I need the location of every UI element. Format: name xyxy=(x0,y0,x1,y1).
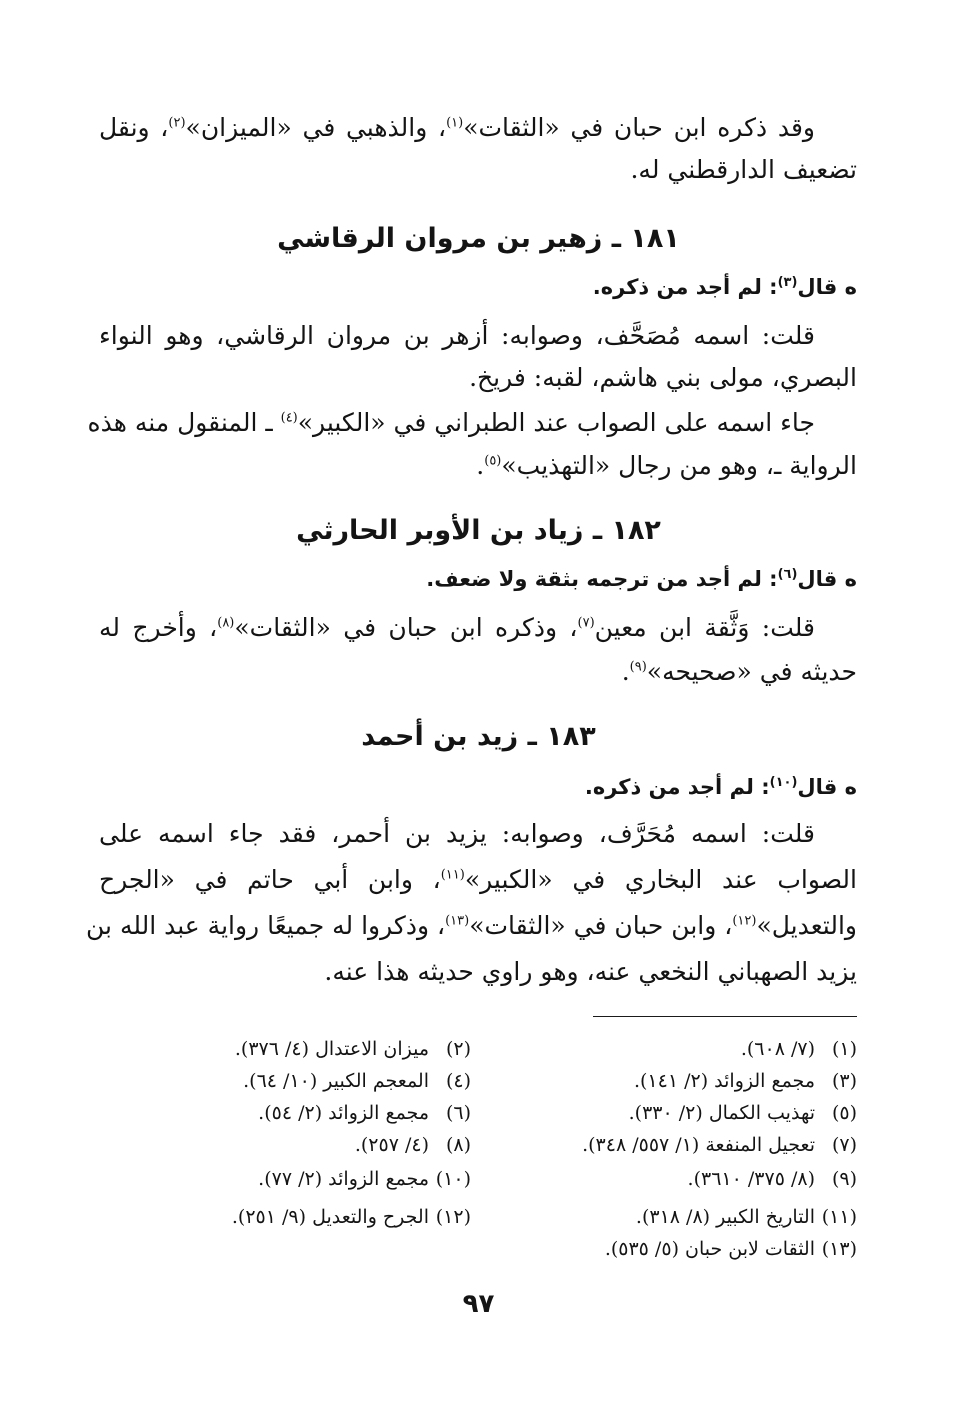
entry-182-heading: ١٨٢ ـ زياد بن الأوبر الحارثي xyxy=(296,515,661,546)
footnote-13: (١٣)الثقات لابن حبان (٥/ ٥٣٥). xyxy=(604,1238,857,1260)
footnote-3: (٣)مجمع الزوائد (٢/ ١٤١). xyxy=(633,1070,857,1092)
entry-181-p2-line-1: جاء اسمه على الصواب عند الطبراني في «الكبير»$^{(٤)}$ ـ المنقول منه هذه xyxy=(87,408,815,437)
footnote-2: (٢)ميزان الاعتدال (٤/ ٣٧٦). xyxy=(234,1038,471,1060)
entry-183-p1-line-3: والتعديل»$^{(١٢)}$، وابن حبان في «الثقات»$^{(١٣)}$، وذكروا له جميعًا رواية عبد الله بن xyxy=(86,911,857,940)
footnote-12: (١٢)الجرح والتعديل (٩/ ٢٥١). xyxy=(231,1206,471,1228)
entry-183-heading: ١٨٣ ـ زيد بن أحمد xyxy=(361,721,596,752)
footnote-5: (٥)تهذيب الكمال (٢/ ٣٣٠). xyxy=(628,1102,857,1124)
footnote-separator xyxy=(593,1016,857,1017)
footnote-4: (٤)المعجم الكبير (١٠/ ٦٤). xyxy=(243,1070,471,1092)
entry-183-p1-line-4: يزيد الصهباني النخعي عنه، وهو راوي حديثه هذا عنه. xyxy=(324,957,857,986)
footnote-ref: (٤) xyxy=(280,410,298,426)
footnote-ref: (٢) xyxy=(168,115,186,131)
footnote-1: (١)(٧/ ٦٠٨). xyxy=(740,1038,857,1060)
entry-183-p1-line-2: الصواب عند البخاري في «الكبير»$^{(١١)}$، وابن أبي حاتم في «الجرح xyxy=(99,865,857,894)
entry-182-qal: ه قال$^{(٦)}$: لم أجد من ترجمه بثقة ولا ضعف. xyxy=(426,567,857,591)
footnote-ref: (١٣) xyxy=(445,913,470,929)
footnote-ref: (٧) xyxy=(577,615,595,631)
footnote-ref: (٣) xyxy=(777,275,798,290)
intro-line-1: وقد ذكره ابن حبان في «الثقات»$^{(١)}$، والذهبي في «الميزان»$^{(٢)}$، ونقل xyxy=(99,113,815,142)
footnote-11: (١١)التاريخ الكبير (٨/ ٣١٨). xyxy=(635,1206,857,1228)
entry-182-p1-line-1: قلت: وَثَّقة ابن معين$^{(٧)}$، وذكره ابن حبان في «الثقات»$^{(٨)}$، وأخرج له xyxy=(99,613,815,642)
footnote-8: (٨)(٤/ ٢٥٧). xyxy=(354,1134,471,1156)
footnote-10: (١٠)مجمع الزوائد (٢/ ٧٧). xyxy=(258,1168,471,1190)
entry-181-heading: ١٨١ ـ زهير بن مروان الرقاشي xyxy=(277,223,680,254)
page-number: ٩٧ xyxy=(462,1289,495,1319)
footnote-ref: (١٢) xyxy=(732,913,757,929)
footnote-7: (٧)تعجيل المنفعة (١/ ٥٥٧/ ٣٤٨). xyxy=(582,1134,857,1156)
footnote-ref: (٨) xyxy=(217,615,235,631)
entry-181-p2-line-2: الرواية ـ، وهو من رجال «التهذيب»$^{(٥)}$. xyxy=(476,451,857,480)
footnote-ref: (١) xyxy=(446,115,464,131)
footnote-9: (٩)(٨/ ٣٧٥/ ٣٦١٠). xyxy=(687,1168,857,1190)
footnote-ref: (١٠) xyxy=(769,775,798,790)
entry-181-p1-line-1: قلت: اسمه مُصَحَّف، وصوابه: أزهر بن مروان الرقاشي، وهو النواء xyxy=(99,321,815,350)
footnote-ref: (٦) xyxy=(777,567,798,582)
entry-182-p1-line-2: حديثه في «صحيحه»$^{(٩)}$. xyxy=(621,657,857,686)
entry-181-qal: ه قال$^{(٣)}$: لم أجد من ذكره. xyxy=(592,275,857,299)
entry-183-qal: ه قال$^{(١٠)}$: لم أجد من ذكره. xyxy=(584,775,857,799)
footnote-ref: (٩) xyxy=(629,659,647,675)
footnote-ref: (١١) xyxy=(440,867,465,883)
footnote-ref: (٥) xyxy=(484,453,502,469)
intro-line-2: تضعيف الدارقطني له. xyxy=(630,155,857,184)
entry-183-p1-line-1: قلت: اسمه مُحَرَّف، وصوابه: يزيد بن أحمر، فقد جاء اسمه على xyxy=(99,819,815,848)
entry-181-p1-line-2: البصري، مولى بني هاشم، لقبه: فريخ. xyxy=(469,363,857,392)
footnote-6: (٦)مجمع الزوائد (٢/ ٥٤). xyxy=(258,1102,471,1124)
